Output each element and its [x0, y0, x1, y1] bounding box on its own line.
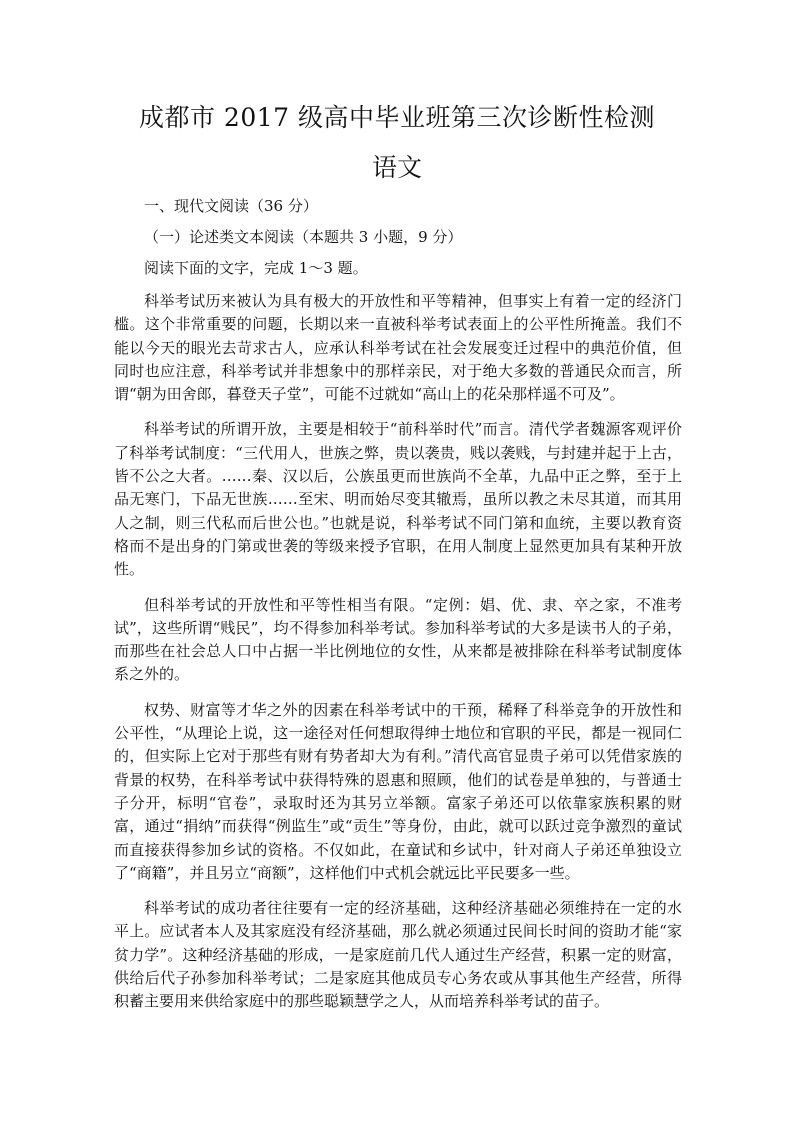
- exam-title: 成都市 2017 级高中毕业班第三次诊断性检测: [138, 103, 656, 132]
- subject-title: 语文: [371, 153, 422, 182]
- passage-paragraph-3: 但科举考试的开放性和平等性相当有限。“定例：娼、优、隶、卒之家，不准考试”，这些所谓“贱民”，均不得参加科举考试。参加科举考试的大多是读书人的子弟，而那些在社会总人口中占据一半比例地位的女性，从来都是被排除在科举考试制度体系之外的。: [114, 595, 682, 684]
- reading-instruction: 阅读下面的文字，完成 1～3 题。: [144, 259, 368, 277]
- section-heading: 一、现代文阅读（36 分）: [144, 197, 318, 215]
- passage-paragraph-1: 科举考试历来被认为具有极大的开放性和平等精神，但事实上有着一定的经济门槛。这个非常重要的问题，长期以来一直被科举考试表面上的公平性所掩盖。我们不能以今天的眼光去苛求古人，应承认科举考试在社会发展变迁过程中的典范价值，但同时也应注意，科举考试并非想象中的那样亲民，对于绝大多数的普通民众而言，所谓“朝为田舍郎，暮登天子堂”，可能不过就如“高山上的花朵那样遥不可及”。: [114, 292, 682, 404]
- passage-paragraph-5: 科举考试的成功者往往要有一定的经济基础，这种经济基础必须维持在一定的水平上。应试者本人及其家庭没有经济基础，那么就必须通过民间长时间的资助才能“家贫力学”。这种经济基础的形成，一是家庭前几代人通过生产经营，积累一定的财富，供给后代子孙参加科举考试；二是家庭其他成员专心务农或从事其他生产经营，所得积蓄主要用来供给家庭中的那些聪颖慧学之人，从而培养科举考试的苗子。: [114, 899, 682, 1011]
- exam-content: [114, 193, 682, 1026]
- passage-paragraph-4: 权势、财富等才华之外的因素在科举考试中的干预，稀释了科举竞争的开放性和公平性，“从理论上说，这一途径对任何想取得绅士地位和官职的平民，都是一视同仁的，但实际上它对于那些有财有势者却大为有利。”清代高官显贵子弟可以凭借家族的背景的权势，在科举考试中获得特殊的恩惠和照顾，他们的试卷是单独的，与普通士子分开，标明“官卷”，录取时还为其另立举额。富家子弟还可以依靠家族积累的财富，通过“捐纳”而获得“例监生”或“贡生”等身份，由此，就可以跃过竞争激烈的童试而直接获得参加乡试的资格。不仅如此，在童试和乡试中，针对商人子弟还单独设立了“商籍”，并且另立“商额”，这样他们中式机会就远比平民要多一些。: [114, 700, 682, 882]
- subsection-heading: （一）论述类文本阅读（本题共 3 小题，9 分）: [144, 228, 463, 246]
- passage-paragraph-2: 科举考试的所谓开放，主要是相较于“前科举时代”而言。清代学者魏源客观评价了科举考试制度：“三代用人，世族之弊，贵以袭贵，贱以袭贱，与封建并起于上古，皆不公之大者。……秦、汉以后，公族虽更而世族尚不全革，九品中正之弊，至于上品无寒门，下品无世族……至宋、明而始尽变其辙焉，虽所以教之未尽其道，而其用人之制，则三代私而后世公也。”也就是说，科举考试不同门第和血统，主要以教育资格而不是出身的门第或世袭的等级来授予官职，在用人制度上显然更加具有某种开放性。: [114, 420, 682, 579]
